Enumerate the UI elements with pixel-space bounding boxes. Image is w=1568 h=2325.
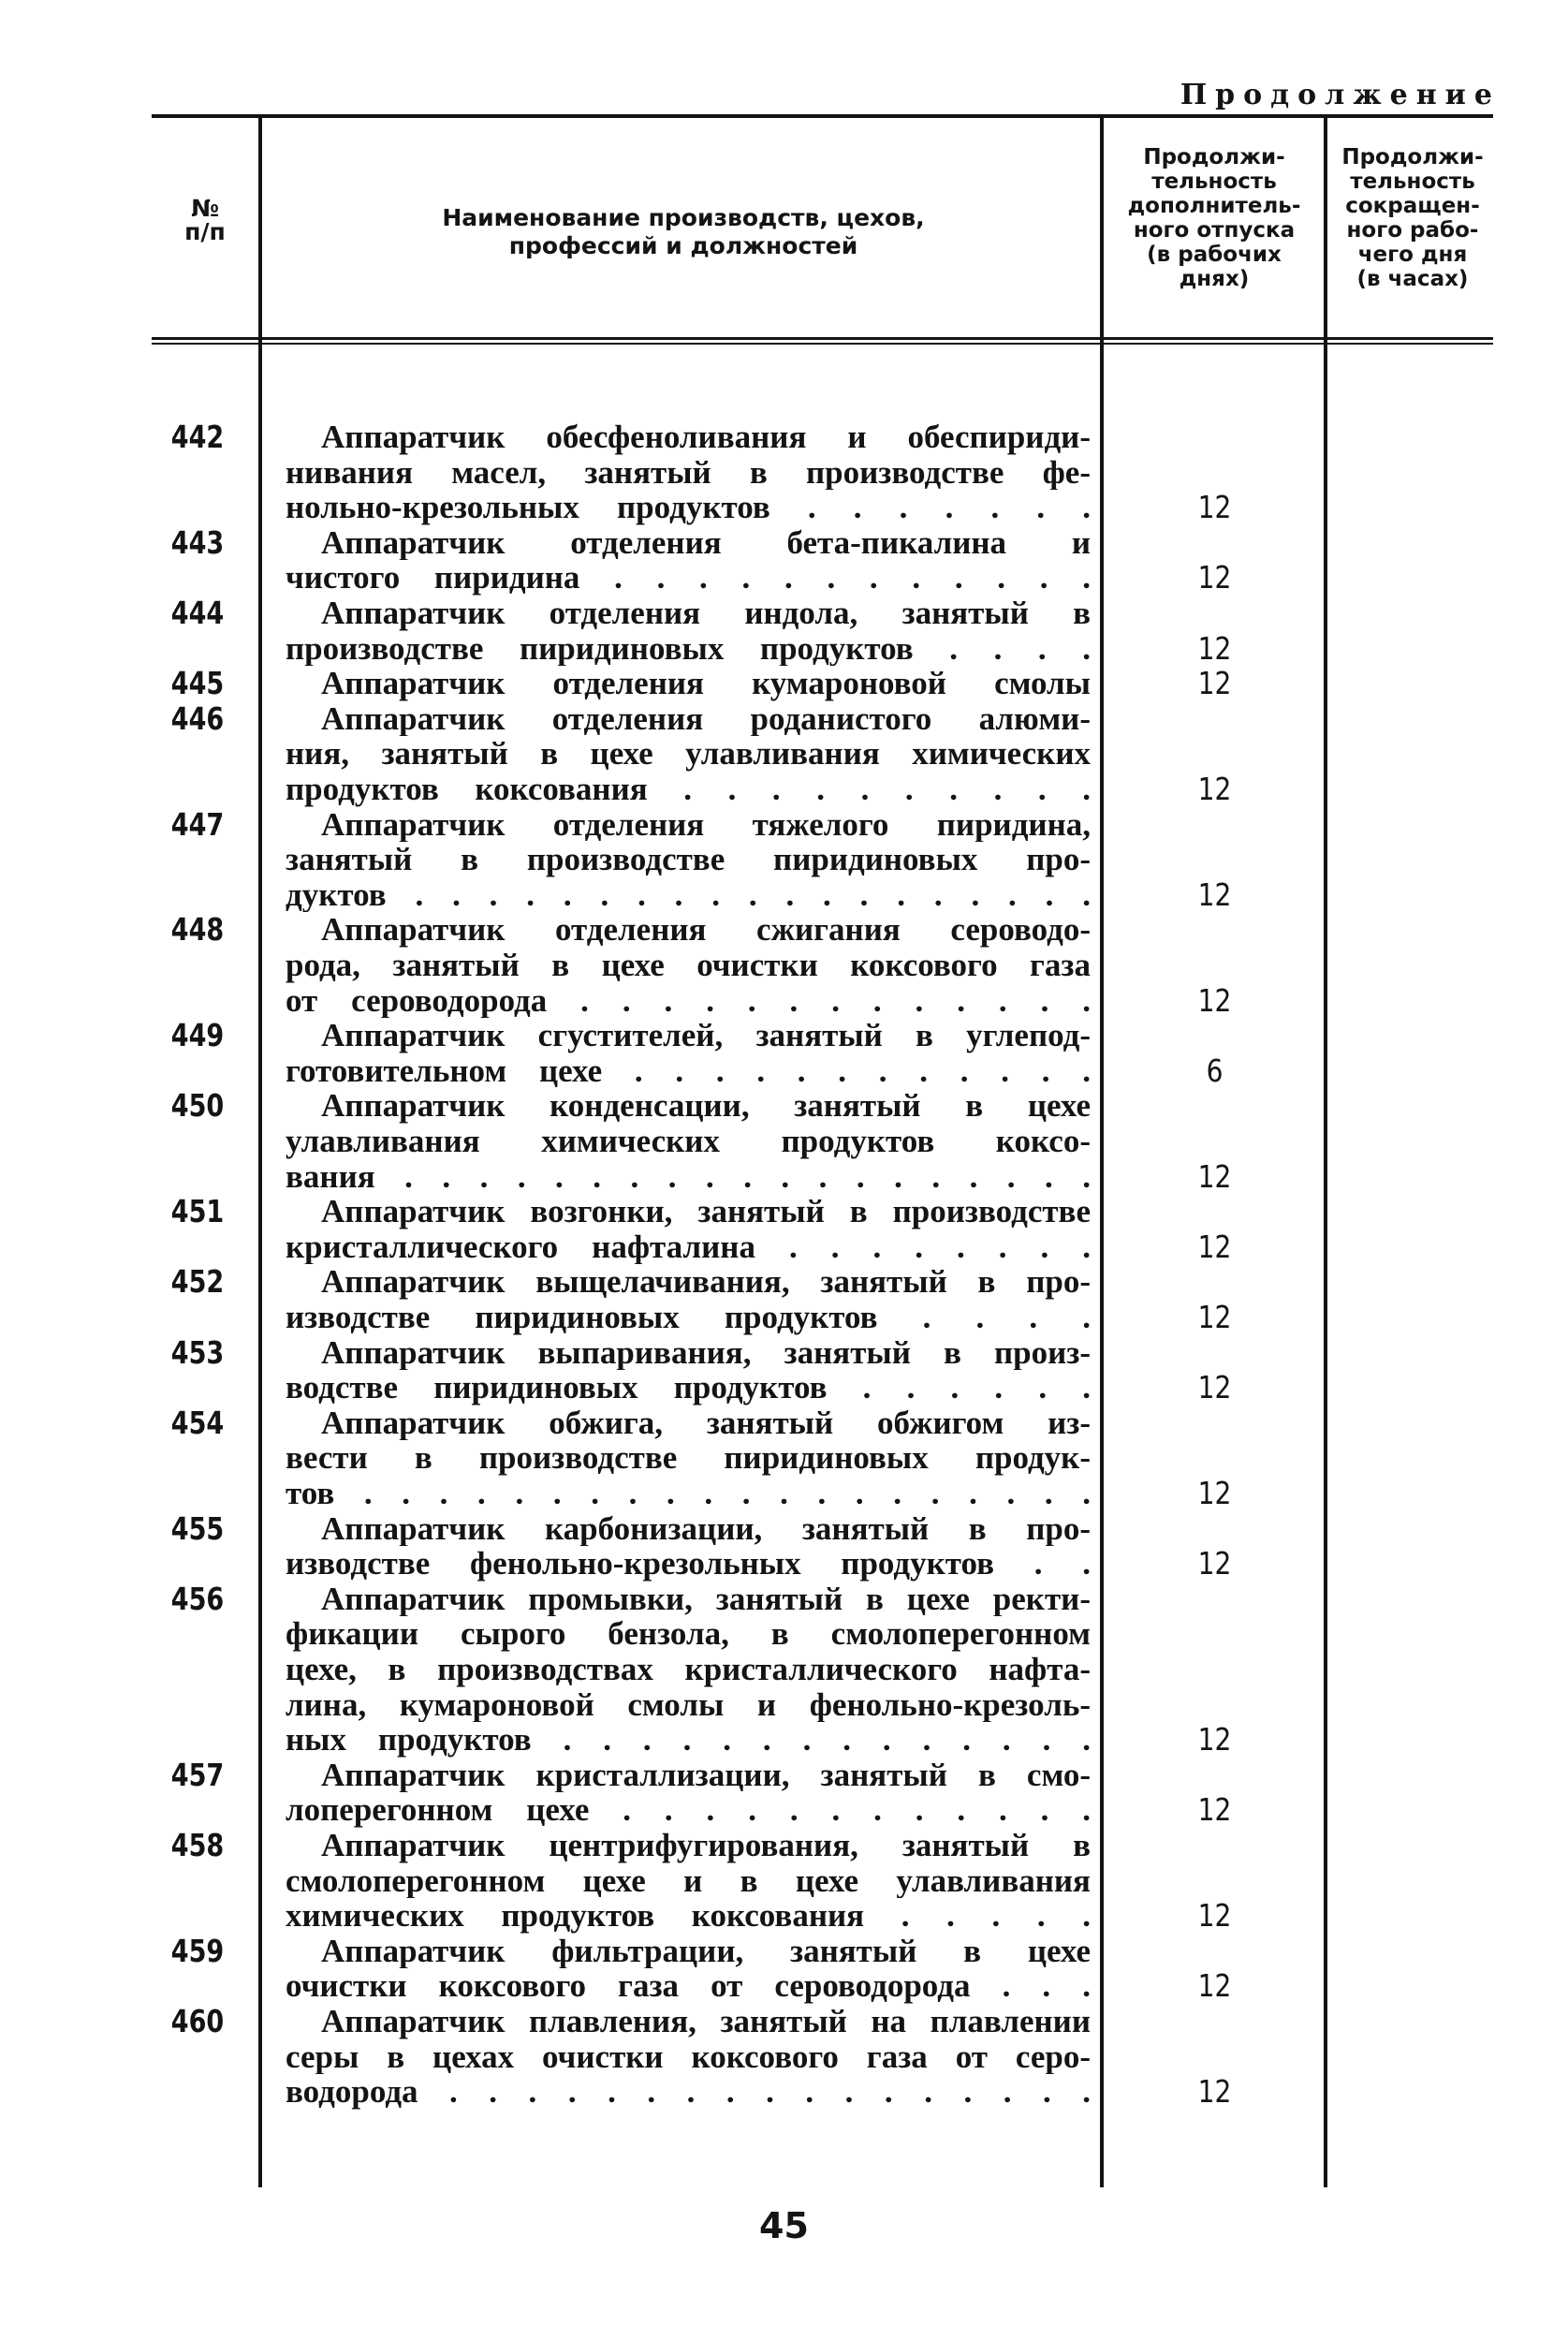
row-number: 458: [170, 1827, 225, 1863]
row-description-line: Аппаратчик отделения тяжелого пиридина,: [321, 806, 1091, 843]
row-description: [286, 1511, 1091, 1582]
row-leave-days: 12: [1197, 1791, 1232, 1829]
row-description-line: Аппаратчик обесфеноливания и обеспириди-: [321, 419, 1091, 455]
row-description-line: готовительном цехе . . . . . . . . . . . .: [286, 1052, 1091, 1089]
table-top-rule: [152, 114, 1493, 118]
row-description-line: вания . . . . . . . . . . . . . . . . . . .: [286, 1158, 1091, 1195]
row-description-line: водстве пиридиновых продуктов . . . . . .: [286, 1370, 1091, 1405]
row-leave-days: 12: [1197, 1299, 1232, 1335]
row-description-line: продуктов коксования . . . . . . . . . .: [286, 771, 1091, 807]
row-number: 452: [170, 1263, 225, 1301]
row-description-line: дуктов . . . . . . . . . . . . . . . . . . .: [286, 876, 1091, 913]
row-description-line: Аппаратчик отделения индола, занятый в: [321, 596, 1091, 631]
row-description-line: Аппаратчик сгустителей, занятый в углепод-: [321, 1018, 1091, 1053]
row-description-line: Аппаратчик центрифугирования, занятый в: [321, 1828, 1091, 1863]
row-description-line: кристаллического нафталина . . . . . . . .: [286, 1229, 1091, 1265]
row-description-line: ных продуктов . . . . . . . . . . . . . .: [286, 1722, 1091, 1758]
row-description-line: Аппаратчик отделения бета-пикалина и: [321, 524, 1091, 561]
row-description: [286, 912, 1091, 1018]
row-description-line: Аппаратчик выщелачивания, занятый в про-: [321, 1264, 1091, 1300]
row-number: 456: [170, 1580, 225, 1617]
row-description: [286, 1934, 1091, 2004]
row-description-line: Аппаратчик возгонки, занятый в производстве: [321, 1194, 1091, 1229]
row-description: [286, 2004, 1091, 2110]
row-description-line: Аппаратчик плавления, занятый на плавлении: [321, 2004, 1091, 2039]
column-divider-leave: [1324, 118, 1327, 2187]
row-leave-days: 12: [1197, 1967, 1232, 2005]
row-number: 448: [170, 911, 225, 949]
header-name: Наименование производств, цехов, профессий и должностей: [442, 204, 925, 259]
row-description: [286, 1405, 1091, 1511]
row-number: 449: [170, 1017, 225, 1054]
row-description-line: нольно-крезольных продуктов . . . . . . .: [286, 490, 1091, 525]
row-number: 450: [170, 1087, 225, 1125]
row-description-line: химических продуктов коксования . . . . .: [286, 1898, 1091, 1934]
row-number: 445: [170, 665, 225, 702]
row-leave-days: 12: [1197, 1228, 1232, 1265]
row-description: [286, 1758, 1091, 1828]
row-description-line: производстве пиридиновых продуктов . . . .: [286, 630, 1091, 667]
row-leave-days: 12: [1197, 1475, 1232, 1511]
row-number: 444: [170, 595, 225, 631]
header-number: № п/п: [184, 195, 226, 245]
continuation-label: Продолжение: [1180, 79, 1501, 111]
row-description: [286, 1828, 1091, 1934]
row-leave-days: 12: [1197, 771, 1232, 807]
row-description: [286, 1194, 1091, 1264]
row-leave-days: 12: [1197, 1897, 1232, 1935]
row-leave-days: 12: [1197, 2073, 1232, 2111]
row-description-line: вести в производстве пиридиновых продук-: [286, 1440, 1091, 1476]
row-description-line: тов . . . . . . . . . . . . . . . . . . . .: [286, 1475, 1091, 1511]
row-number: 453: [170, 1333, 225, 1371]
row-description-line: от сероводорода . . . . . . . . . . . . .: [286, 982, 1091, 1019]
row-description: [286, 1582, 1091, 1758]
header-leave: Продолжи- тельность дополнитель- ного отпуска (в рабочих днях): [1127, 145, 1301, 291]
column-divider-name: [1100, 118, 1104, 2187]
row-description-line: Аппаратчик карбонизации, занятый в про-: [321, 1510, 1091, 1547]
row-description: [286, 596, 1091, 666]
row-description-line: лоперегонном цехе . . . . . . . . . . . .: [286, 1792, 1091, 1828]
row-number: 455: [170, 1509, 225, 1547]
header-short: Продолжи- тельность сокращен- ного рабо- чего дня (в часах): [1341, 145, 1484, 291]
row-number: 451: [170, 1193, 225, 1230]
row-description-line: Аппаратчик отделения роданистого алюми-: [321, 700, 1091, 737]
row-description: [286, 1335, 1091, 1405]
row-leave-days: 6: [1206, 1052, 1224, 1089]
row-number: 457: [170, 1756, 225, 1793]
row-description: [286, 1264, 1091, 1334]
row-leave-days: 12: [1197, 489, 1232, 526]
header-bottom-rule-2: [152, 343, 1493, 345]
row-number: 443: [170, 523, 225, 561]
row-leave-days: 12: [1197, 665, 1232, 702]
row-description-line: ния, занятый в цехе улавливания химических: [286, 736, 1091, 772]
row-leave-days: 12: [1197, 981, 1232, 1019]
row-description: [286, 419, 1091, 525]
row-leave-days: 12: [1197, 1721, 1232, 1758]
row-description-line: занятый в производстве пиридиновых про-: [286, 842, 1091, 877]
row-description-line: изводстве пиридиновых продуктов . . . .: [286, 1299, 1091, 1335]
row-description: [286, 701, 1091, 807]
row-description-line: изводстве фенольно-крезольных продуктов . .: [286, 1546, 1091, 1582]
row-number: 442: [170, 419, 225, 455]
row-leave-days: 12: [1197, 1157, 1232, 1195]
row-number: 460: [170, 2003, 225, 2039]
row-description-line: чистого пиридина . . . . . . . . . . . .: [286, 560, 1091, 596]
row-description-line: очистки коксового газа от сероводорода . . .: [286, 1968, 1091, 2004]
row-leave-days: 12: [1197, 559, 1232, 596]
row-description-line: Аппаратчик промывки, занятый в цехе ректи-: [321, 1581, 1091, 1617]
row-description-line: водорода . . . . . . . . . . . . . . . . .: [286, 2074, 1091, 2110]
row-description-line: Аппаратчик отделения кумароновой смолы: [321, 666, 1091, 701]
row-number: 454: [170, 1404, 225, 1441]
row-description: [286, 807, 1091, 913]
row-description-line: смолоперегонном цехе и в цехе улавливания: [286, 1862, 1091, 1899]
row-description-line: рода, занятый в цехе очистки коксового газа: [286, 947, 1091, 983]
row-leave-days: 12: [1197, 629, 1232, 667]
row-description-line: Аппаратчик выпаривания, занятый в произ-: [321, 1334, 1091, 1371]
row-number: 447: [170, 805, 225, 843]
row-description: [286, 1018, 1091, 1088]
row-description-line: лина, кумароновой смолы и фенольно-крезоль-: [286, 1686, 1091, 1723]
row-description-line: улавливания химических продуктов коксо-: [286, 1123, 1091, 1159]
row-description-line: цехе, в производствах кристаллического нафта-: [286, 1651, 1091, 1687]
header-bottom-rule: [152, 337, 1493, 340]
row-description: [286, 525, 1091, 596]
row-description-line: Аппаратчик обжига, занятый обжигом из-: [321, 1405, 1091, 1441]
row-leave-days: 12: [1197, 1369, 1232, 1406]
row-description-line: нивания масел, занятый в производстве фе-: [286, 454, 1091, 491]
column-divider-no: [258, 118, 262, 2187]
row-number: 459: [170, 1932, 225, 1969]
row-description: [286, 666, 1091, 701]
row-description-line: Аппаратчик конденсации, занятый в цехе: [321, 1088, 1091, 1124]
row-description: [286, 1088, 1091, 1194]
row-description-line: Аппаратчик отделения сжигания сероводо-: [321, 912, 1091, 948]
page-number: 45: [759, 2205, 809, 2246]
row-number: 446: [170, 699, 225, 737]
row-description-line: Аппаратчик кристаллизации, занятый в смо-: [321, 1757, 1091, 1793]
row-description-line: Аппаратчик фильтрации, занятый в цехе: [321, 1933, 1091, 1969]
row-description-line: серы в цехах очистки коксового газа от серо-: [286, 2038, 1091, 2075]
row-description-line: фикации сырого бензола, в смолоперегонном: [286, 1616, 1091, 1652]
row-leave-days: 12: [1197, 1545, 1232, 1582]
row-leave-days: 12: [1197, 876, 1232, 913]
